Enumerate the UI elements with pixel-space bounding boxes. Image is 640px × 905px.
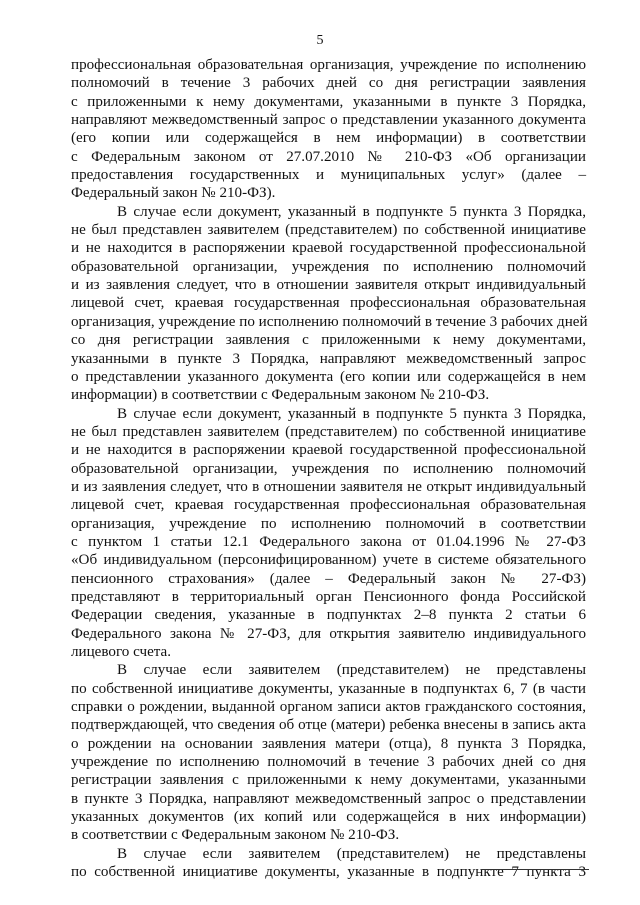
text-line: учреждение по исполнению полномочий в течение 3 рабочих дней со дня: [71, 754, 586, 771]
paragraph: [71, 56, 586, 203]
text-line: в пункте 3 Порядка, направляют межведомственный запрос о представлении: [71, 790, 586, 807]
text-line: полномочий в течение 3 рабочих дней со дня регистрации заявления: [71, 75, 586, 92]
paragraph: [71, 203, 586, 405]
text-line: указанными в пункте 3 Порядка, направляют межведомственный запрос: [71, 350, 586, 367]
text-line: в соответствии с Федеральным законом № 210-ФЗ.: [71, 827, 400, 844]
text-line: В случае если документ, указанный в подпункте 5 пункта 3 Порядка,: [117, 203, 586, 220]
document-body: [71, 56, 586, 881]
paragraph: [71, 845, 586, 882]
text-line: не был представлен заявителем (представителем) по собственной инициативе: [71, 222, 586, 239]
page-number: 5: [316, 33, 324, 48]
paragraph: [71, 405, 586, 662]
text-line: лицевой счет, краевая государственная профессиональная образовательная: [71, 497, 586, 514]
text-line: направляют межведомственный запрос о представлении указанного документа: [71, 112, 586, 129]
text-line: лицевого счета.: [71, 644, 172, 660]
text-line: образовательной организации, учреждения по исполнению полномочий: [71, 460, 586, 477]
text-line: Федерации сведения, указанные в подпунктах 2–8 пункта 2 статьи 6: [71, 607, 586, 624]
text-line: и из заявления следует, что в отношении заявителя не открыт индивидуальный: [71, 478, 586, 495]
text-line: с Федеральным законом от 27.07.2010 № 210-ФЗ «Об организации: [71, 148, 586, 165]
text-line: и из заявления следует, что в отношении заявителя открыт индивидуальный: [71, 277, 586, 294]
text-line: предоставления государственных и муниципальных услуг» (далее –: [71, 167, 586, 184]
text-line: указанных документов (их копий или содержащейся в них информации): [71, 809, 586, 826]
text-line: справки о рождении, выданной органом записи актов гражданского состояния,: [71, 699, 586, 716]
text-line: со дня регистрации заявления с приложенными к нему документами,: [71, 332, 586, 349]
text-line: и не находится в распоряжении краевой государственной профессиональной: [71, 442, 586, 459]
text-line: с приложенными к нему документами, указанными в пункте 3 Порядка,: [71, 93, 586, 110]
text-line: (его копии или содержащейся в нем информации) в соответствии: [71, 130, 586, 147]
text-line: о рождении на основании заявления матери (отца), 8 пункта 3 Порядка,: [71, 735, 586, 752]
text-line: образовательной организации, учреждения по исполнению полномочий: [71, 258, 586, 275]
text-line: с пунктом 1 статьи 12.1 Федерального закона от 01.04.1996 № 27-ФЗ: [71, 533, 586, 550]
text-line: о представлении указанного документа (его копии или содержащейся в нем: [71, 368, 586, 385]
text-line: регистрации заявления с приложенными к нему документами, указанными: [71, 772, 586, 789]
text-line: Федерального закона № 27-ФЗ, для открытия заявителю индивидуального: [71, 625, 586, 642]
text-line: пенсионного страхования» (далее – Федеральный закон № 27-ФЗ): [71, 570, 586, 587]
text-line: по собственной инициативе документы, указанные в подпунктах 6, 7 (в части: [71, 680, 586, 697]
text-line: не был представлен заявителем (представителем) по собственной инициативе: [71, 423, 586, 440]
text-line: организация, учреждение по исполнению полномочий в течение 3 рабочих дней: [71, 313, 588, 330]
paragraph: [71, 661, 586, 844]
text-line: В случае если заявителем (представителем) не представлены: [117, 662, 586, 679]
text-line: организация, учреждение по исполнению полномочий в соответствии: [71, 515, 586, 532]
text-line: лицевой счет, краевая государственная профессиональная образовательная: [71, 295, 586, 312]
text-line: профессиональная образовательная организация, учреждение по исполнению: [71, 57, 586, 73]
text-line: представляют в территориальный орган Пенсионного фонда Российской: [71, 588, 586, 605]
text-line: Федеральный закон № 210-ФЗ).: [71, 185, 276, 202]
text-line: «Об индивидуальном (персонифицированном) учете в системе обязательного: [71, 552, 586, 569]
text-line: В случае если заявителем (представителем) не представлены: [117, 845, 586, 862]
text-line: подтверждающей, что сведения об отце (матери) ребенка внесены в запись акта: [71, 717, 586, 734]
text-line: по собственной инициативе документы, указанные в подпункте 7 пункта 3: [71, 864, 586, 881]
text-line: В случае если документ, указанный в подпункте 5 пункта 3 Порядка,: [117, 405, 586, 422]
footer-rule: [481, 869, 589, 870]
text-line: информации) в соответствии с Федеральным законом № 210-ФЗ.: [71, 387, 490, 404]
text-line: и не находится в распоряжении краевой государственной профессиональной: [71, 240, 586, 257]
